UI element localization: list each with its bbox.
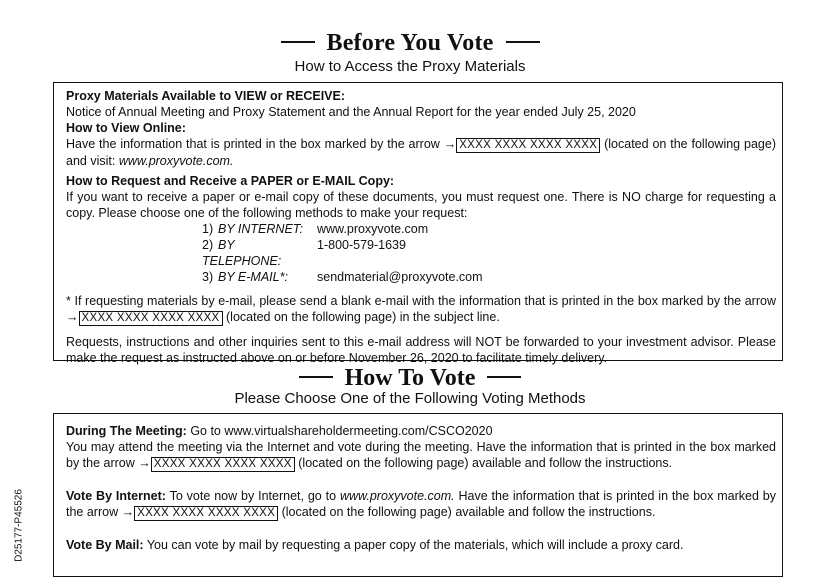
how-to-vote-title: How To Vote: [0, 365, 820, 392]
proxyvote-link[interactable]: www.proxyvote.com.: [118, 154, 234, 168]
control-number-box: XXXX XXXX XXXX XXXX: [79, 311, 223, 326]
email-note: * If requesting materials by e-mail, please send a blank e-mail with the information that is printed in the box marked by the arrow → XXXX XXXX XXXX XXXX (located on the following page) in the subject line.: [66, 294, 776, 324]
how-to-vote-subtitle: Please Choose One of the Following Voting Methods: [234, 390, 586, 407]
vote-by-internet: Vote By Internet: To vote now by Internet, go to www.proxyvote.com. Have the information that is printed in the box marked by the arrow → XXXX XXXX XXXX XXXX (located on the following page) available and follow the instructions.: [66, 489, 776, 519]
side-document-code: D25177-P45526: [13, 489, 25, 562]
title-dash-left: [299, 376, 333, 378]
during-meeting-header: [66, 423, 776, 439]
request-methods-list: [202, 221, 776, 285]
arrow-icon: →: [66, 310, 79, 324]
view-online-text: Have the information that is printed in the box marked by the arrow → XXXX XXXX XXXX XXXX (located on the following page) and visit: www.proxyvote.com.: [66, 137, 776, 168]
control-number-box: XXXX XXXX XXXX XXXX: [134, 506, 278, 521]
requests-footer-text: Requests, instructions and other inquiries sent to this e-mail address will NOT be forwarded to your investment advisor. Please make the request as instructed above on or before November 26, 2020 to facilitate timely delivery.: [66, 335, 776, 365]
title-dash-right: [487, 376, 521, 378]
meeting-url[interactable]: Go to www.virtualshareholdermeeting.com/CSCO2020: [190, 424, 493, 438]
method-telephone-value[interactable]: 1-800-579-1639: [317, 238, 406, 252]
before-you-vote-subtitle: How to Access the Proxy Materials: [294, 58, 526, 75]
method-telephone: 2) BY TELEPHONE: 1-800-579-1639: [202, 238, 406, 268]
proxyvote-link[interactable]: www.proxyvote.com.: [339, 489, 455, 503]
vote-by-mail: [66, 537, 776, 553]
method-internet: 1) BY INTERNET: www.proxyvote.com: [202, 222, 429, 236]
control-number-box: XXXX XXXX XXXX XXXX: [456, 138, 600, 153]
materials-text: Notice of Annual Meeting and Proxy Statement and the Annual Report for the year ended July 25, 2020: [66, 105, 636, 119]
request-text: If you want to receive a paper or e-mail copy of these documents, you must request one. There is NO charge for requesting a copy. Please choose one of the following methods to make your request:: [66, 190, 776, 220]
vote-by-mail-text: You can vote by mail by requesting a paper copy of the materials, which will include a proxy card.: [146, 538, 684, 552]
vote-by-mail-heading: Vote By Mail:: [66, 538, 144, 552]
proxy-materials-content: [66, 88, 776, 366]
view-online-heading: How to View Online:: [66, 121, 186, 135]
title-dash-left: [281, 41, 315, 43]
during-meeting-heading: During The Meeting:: [66, 424, 187, 438]
arrow-icon: →: [443, 137, 457, 151]
title-dash-right: [506, 41, 540, 43]
request-heading: How to Request and Receive a PAPER or E-MAIL Copy:: [66, 174, 395, 188]
method-email: 3) BY E-MAIL*: sendmaterial@proxyvote.com: [202, 270, 483, 284]
during-meeting-text: You may attend the meeting via the Internet and vote during the meeting. Have the information that is printed in the box marked by the arrow → XXXX XXXX XXXX XXXX (located on the following page) available and follow the instructions.: [66, 440, 776, 470]
method-email-value[interactable]: sendmaterial@proxyvote.com: [317, 270, 483, 284]
arrow-icon: →: [121, 505, 135, 519]
voting-methods-content: [66, 423, 776, 553]
vote-by-internet-heading: Vote By Internet:: [66, 489, 166, 503]
materials-heading: Proxy Materials Available to VIEW or RECEIVE:: [66, 89, 346, 103]
before-you-vote-title: Before You Vote: [0, 30, 820, 57]
arrow-icon: →: [138, 456, 151, 470]
control-number-box: XXXX XXXX XXXX XXXX: [151, 457, 295, 472]
method-internet-value[interactable]: www.proxyvote.com: [317, 222, 429, 236]
